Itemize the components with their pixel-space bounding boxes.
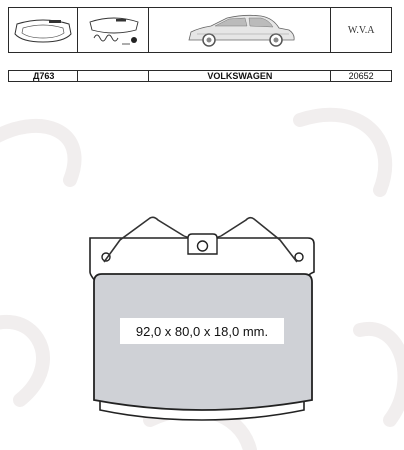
blank-cell: [78, 71, 150, 81]
hatchback-car-icon: [149, 8, 332, 52]
info-row: [8, 70, 392, 82]
vehicle-code: W.V.A: [347, 24, 375, 36]
wear-sensor-clip-icon: [78, 8, 150, 52]
pad-thumbnail-cell: [9, 8, 78, 52]
brand-name: VOLKSWAGEN: [149, 71, 331, 81]
part-number: Д763: [9, 71, 78, 81]
vehicle-image-cell: [149, 8, 331, 52]
reference-number: 20652: [348, 71, 374, 81]
pad-dimensions: 92,0 x 80,0 x 18,0 mm.: [120, 318, 284, 344]
header-table: [8, 7, 392, 53]
wear-sensor-cell: [78, 8, 150, 52]
brake-pad-thumbnail-icon: [9, 8, 78, 52]
